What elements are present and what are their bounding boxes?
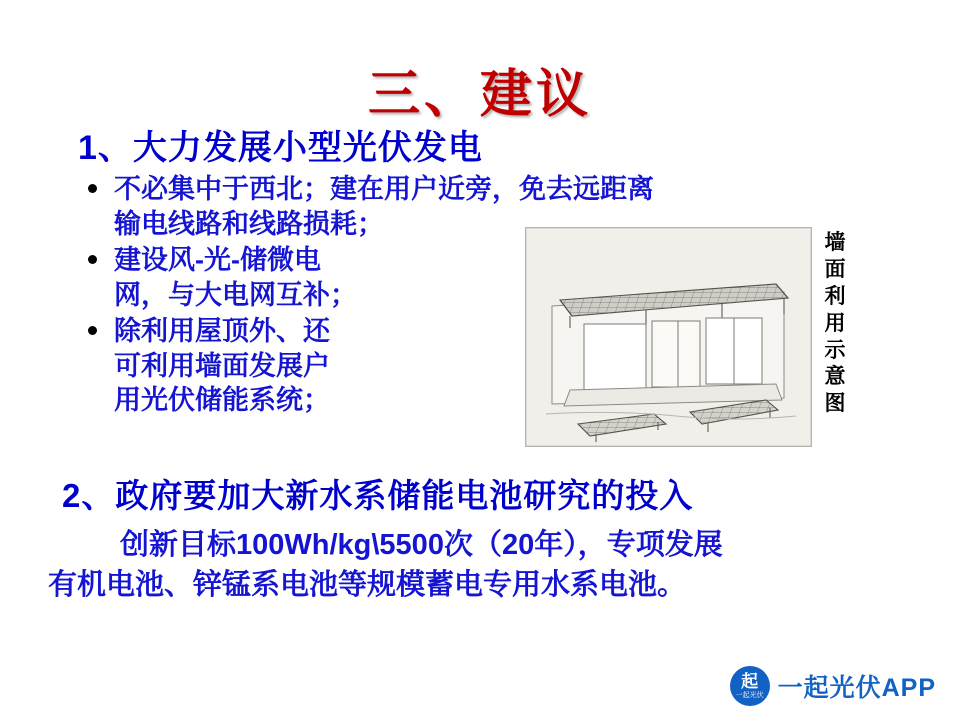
photo-caption: 墙面利用示意图 xyxy=(824,231,846,416)
logo-sub: 一起光伏 xyxy=(735,692,764,699)
logo-text: 一起光伏APP xyxy=(777,674,936,702)
bullet-dot-icon xyxy=(88,326,97,335)
paragraph-line: 有机电池、锌锰系电池等规模蓄电专用水系电池。 xyxy=(48,569,687,602)
list-item-line: 除利用屋顶外、还 xyxy=(114,316,330,347)
list-item-line: 可利用墙面发展户 xyxy=(114,350,330,381)
bullet-dot-icon xyxy=(88,184,97,193)
list-item xyxy=(78,243,534,312)
section-heading-1: 1、大力发展小型光伏发电 xyxy=(78,129,483,167)
page-title: 三、建议 xyxy=(367,66,592,124)
list-item-line: 输电线路和线路损耗； xyxy=(114,208,384,239)
section-heading-2: 2、政府要加大新水系储能电池研究的投入 xyxy=(62,477,694,514)
paragraph-line: 创新目标100Wh/kg\5500次（20年），专项发展 xyxy=(120,529,723,561)
body-paragraph xyxy=(48,525,928,605)
logo-badge-icon xyxy=(730,666,770,706)
list-item-line: 不必集中于西北；建在用户近旁，免去远距离 xyxy=(114,174,654,204)
list-item-line: 建设风-光-储微电 xyxy=(114,245,321,276)
bullet-dot-icon xyxy=(88,255,97,264)
logo-mark: 起 xyxy=(741,672,759,691)
list-item-line: 用光伏储能系统； xyxy=(114,385,330,416)
list-item-line: 网，与大电网互补； xyxy=(114,279,357,310)
wall-pv-illustration xyxy=(525,227,812,447)
watermark-logo xyxy=(730,666,936,706)
list-item xyxy=(78,314,534,418)
